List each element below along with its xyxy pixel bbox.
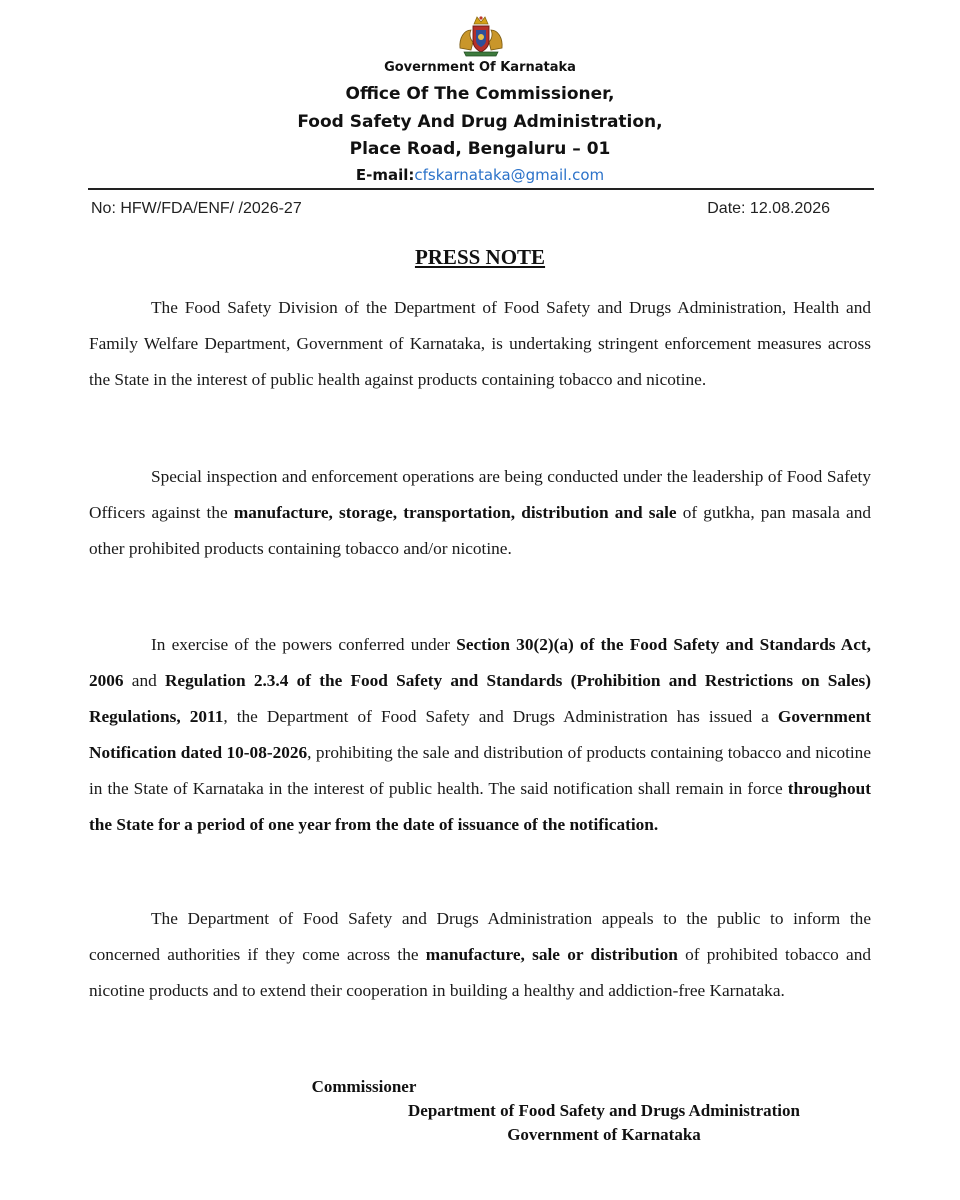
office-title-line1: Office Of The Commissioner, — [345, 84, 615, 104]
email-link[interactable]: cfskarnataka@gmail.com — [414, 166, 605, 184]
karnataka-state-emblem-icon — [454, 14, 508, 58]
body-text: of prohibited tobacco and nicotine products and to extend their cooperation in building a healthy and addiction-free Karnataka. — [89, 945, 871, 1000]
emphasized-text: Regulation 2.3.4 of the Food Safety and Standards (Prohibition and Restrictions on Sales) Regulations, 2011 — [89, 671, 872, 726]
reference-number: No: HFW/FDA/ENF/ /2026-27 — [91, 200, 302, 217]
body-text: In exercise of the powers conferred under — [151, 635, 457, 654]
body-text: , the Department of Food Safety and Drugs Administration has issued a — [223, 707, 778, 726]
document-title: PRESS NOTE — [414, 245, 546, 269]
paragraph-4 — [89, 901, 871, 1009]
header-divider — [88, 188, 874, 190]
emphasized-text: Government Notification dated 10-08-2026 — [89, 707, 871, 762]
emphasized-text: throughout the State for a period of one year from the date of issuance of the notification. — [89, 779, 871, 834]
paragraph-1 — [89, 290, 871, 398]
paragraph-3 — [89, 627, 871, 843]
government-name: Government Of Karnataka — [384, 60, 576, 75]
body-text: Special inspection and enforcement operations are being conducted under the leadership of Food Safety Officers against the — [89, 467, 871, 522]
reference-date: Date: 12.08.2026 — [707, 200, 830, 217]
body-text: The Department of Food Safety and Drugs Administration appeals to the public to inform the concerned authorities if they come across the — [89, 909, 871, 964]
office-title-line2: Food Safety And Drug Administration, — [297, 112, 663, 132]
signature-department: Department of Food Safety and Drugs Administration — [408, 1101, 800, 1120]
paragraph-2 — [89, 459, 871, 567]
emphasized-text: Section 30(2)(a) of the Food Safety and Standards Act, 2006 — [89, 635, 871, 690]
email-label: E-mail: — [355, 166, 415, 184]
signature-title: Commissioner — [311, 1077, 417, 1096]
body-text: , prohibiting the sale and distribution of products containing tobacco and nicotine in the State of Karnataka in the interest of public health. The said notification shall remain in force — [89, 743, 871, 798]
signature-government: Government of Karnataka — [507, 1125, 701, 1144]
email-line — [0, 166, 960, 184]
body-text: and — [123, 671, 165, 690]
body-text: The Food Safety Division of the Department of Food Safety and Drugs Administration, Health and Family Welfare Department, Government of Karnataka, is undertaking stringent enforcement measures across the State in the interest of public health against products containing tobacco and nicotine. — [89, 298, 871, 389]
emphasized-text: manufacture, storage, transportation, distribution and sale — [233, 503, 677, 522]
emphasized-text: manufacture, sale or distribution — [425, 945, 678, 964]
body-text: of gutkha, pan masala and other prohibited products containing tobacco and/or nicotine. — [89, 503, 871, 558]
office-address: Place Road, Bengaluru – 01 — [349, 139, 611, 159]
